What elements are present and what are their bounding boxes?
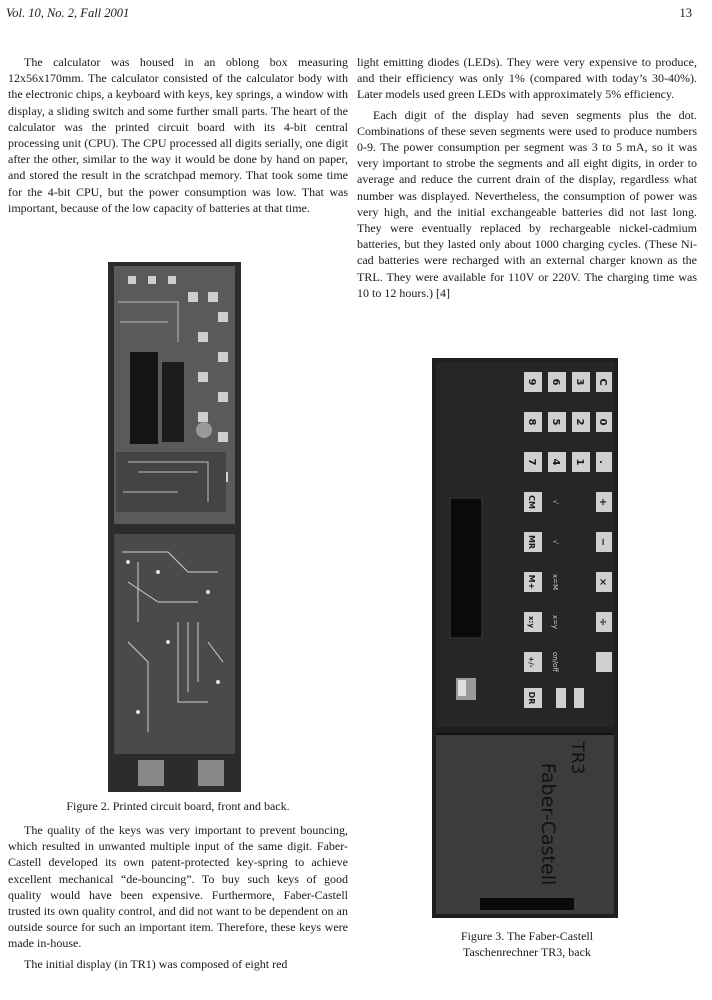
switch-on-off: on/off bbox=[551, 651, 559, 673]
key-root-b: √ bbox=[551, 539, 559, 545]
calculator-back-photo bbox=[432, 358, 618, 918]
key-cm: CM bbox=[527, 495, 536, 509]
left-column-top bbox=[8, 54, 348, 216]
key-2: 2 bbox=[574, 418, 585, 426]
figure-3-image bbox=[432, 358, 618, 918]
key-times: × bbox=[597, 577, 608, 587]
key-dot: . bbox=[597, 460, 608, 464]
key-9: 9 bbox=[526, 378, 537, 386]
paragraph-housing: The calculator was housed in an oblong box measuring 12x56x170mm. The calculator consisted of the calculator body with the electronic chips, a keyboard with keys, key springs, a window with display, a sliding switch and some further small parts. The heart of the calculator was the printed circuit board with its 4-bit central processing unit (CPU). The CPU processed all digits serially, one digit after the other, similar to the way it would be done by hand on paper, and stored the result in the scratchpad memory. That took some time for the 4-bit CPU, but the power consumption was low. That was important, because of the low capacity of batteries at that time. bbox=[8, 55, 348, 215]
paragraph-keys-quality: The quality of the keys was very important to prevent bouncing, which resulted in unwanted multiple input of the same digit. Faber-Castell developed its own patent-protected key-spring to achieve excellent mechanical “de-bouncing”. To buy such keys of good quality would have been expensive. Furthermore, Faber-Castell trusted its own quality control, and did not want to be dependent on an outside source for such an important item. Therefore, these keys were made in-house. bbox=[8, 823, 348, 951]
key-x-equals-m: x=M bbox=[551, 573, 559, 591]
paragraph-initial-display: The initial display (in TR1) was composed of eight red bbox=[24, 956, 288, 971]
right-column-text bbox=[357, 54, 697, 301]
key-5: 5 bbox=[550, 418, 561, 426]
key-1: 1 bbox=[574, 458, 585, 466]
key-sign: +/- bbox=[527, 656, 535, 668]
figure-2-caption: Figure 2. Printed circuit board, front and back. bbox=[66, 799, 290, 813]
key-divide: ÷ bbox=[597, 617, 608, 627]
key-mr: MR bbox=[527, 534, 536, 550]
key-dr: DR bbox=[527, 691, 536, 705]
paragraph-segments: Each digit of the display had seven segments plus the dot. Combinations of these seven segments were used to produce numbers 0-9. The power consumption per segment was 3 to 5 mA, so it was very important to strobe the segments and all eight digits, in order to average and reduce the current drain of the display, regardless what number was displayed. Nevertheless, the consumption of power was very high, and the initial exchangeable batteries did not last long. They were eventually replaced by rechargeable nickel-cadmium batteries, but they lasted only about 1000 charging cycles. (These Ni-cad batteries were recharged with an external charger known as the TRL. They were available for 110V or 220V. The charging time was 10 to 12 hours.) [4] bbox=[357, 107, 697, 300]
key-0: 0 bbox=[597, 418, 608, 426]
key-minus: − bbox=[597, 537, 608, 547]
key-plus: + bbox=[597, 497, 608, 507]
running-header-left: Vol. 10, No. 2, Fall 2001 bbox=[6, 6, 130, 20]
paragraph-leds: light emitting diodes (LEDs). They were very expensive to produce, and their efficiency was only 1% (compared with today’s 30-40%). Later models used green LEDs with approximately 5% efficiency. bbox=[357, 55, 697, 102]
model-label: TR3 bbox=[567, 741, 587, 775]
key-3: 3 bbox=[574, 378, 585, 386]
key-root-a: √ bbox=[551, 499, 559, 505]
circuit-board-photo bbox=[108, 262, 241, 792]
key-x-equals-y: x=y bbox=[551, 614, 559, 630]
key-c: C bbox=[597, 378, 608, 386]
figure-2-image bbox=[108, 262, 241, 792]
figure-3-caption bbox=[357, 928, 697, 960]
figure-3-caption-line2: Taschenrechner TR3, back bbox=[463, 945, 591, 959]
key-x-y: x:y bbox=[527, 616, 535, 628]
key-8: 8 bbox=[526, 418, 537, 426]
key-4: 4 bbox=[550, 458, 561, 466]
figure-3-caption-line1: Figure 3. The Faber-Castell bbox=[460, 929, 594, 943]
key-m-plus: M+ bbox=[527, 574, 536, 590]
key-7: 7 bbox=[526, 458, 537, 466]
key-6: 6 bbox=[550, 378, 561, 386]
left-column-bottom bbox=[8, 822, 348, 972]
brand-label: Faber-Castell bbox=[537, 762, 559, 886]
page-number: 13 bbox=[679, 6, 692, 20]
